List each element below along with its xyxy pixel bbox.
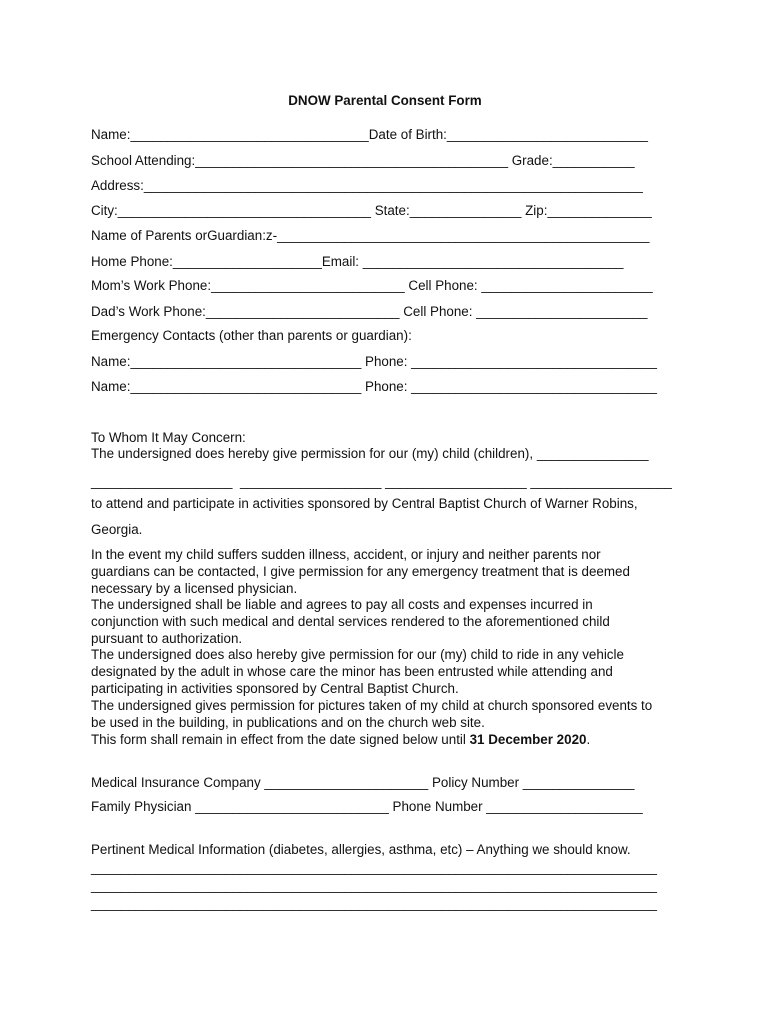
pertinent-medical-label: Pertinent Medical Information (diabetes, allergies, asthma, etc) – Anything we should know. bbox=[91, 842, 631, 857]
letter-line: The undersigned shall be liable and agrees to pay all costs and expenses incurred in bbox=[91, 597, 593, 612]
dad-phone-field[interactable]: Dad’s Work Phone:__________________________ Cell Phone: _______________________ bbox=[91, 304, 648, 319]
home-email-field[interactable]: Home Phone:____________________Email: ___________________________________ bbox=[91, 254, 624, 269]
letter-line: The undersigned does also hereby give permission for our (my) child to ride in any vehicle bbox=[91, 647, 624, 662]
medical-info-line[interactable]: ____________________________________________________________________________ bbox=[91, 878, 657, 893]
emergency-heading: Emergency Contacts (other than parents or guardian): bbox=[91, 328, 412, 343]
letter-line: to attend and participate in activities sponsored by Central Baptist Church of Warner Robins, bbox=[91, 496, 638, 511]
insurance-policy-field[interactable]: Medical Insurance Company ______________________ Policy Number _______________ bbox=[91, 775, 635, 790]
school-grade-field[interactable]: School Attending:__________________________________________ Grade:___________ bbox=[91, 153, 635, 168]
children-names-field[interactable]: ___________________ ___________________ ___________________ ___________________ bbox=[91, 474, 672, 489]
parents-guardian-field[interactable]: Name of Parents orGuardian:z-__________________________________________________ bbox=[91, 228, 650, 243]
letter-line: necessary by a licensed physician. bbox=[91, 581, 298, 596]
effective-text: This form shall remain in effect from the date signed below until bbox=[91, 732, 470, 747]
salutation: To Whom It May Concern: bbox=[91, 430, 246, 445]
emergency-contact-1[interactable]: Name:_______________________________ Phone: _________________________________ bbox=[91, 354, 657, 369]
form-title: DNOW Parental Consent Form bbox=[288, 93, 482, 108]
letter-line: In the event my child suffers sudden illness, accident, or injury and neither parents nor bbox=[91, 547, 601, 562]
physician-phone-field[interactable]: Family Physician __________________________ Phone Number _____________________ bbox=[91, 799, 643, 814]
letter-line[interactable]: The undersigned does hereby give permission for our (my) child (children), _______________ bbox=[91, 446, 649, 461]
medical-info-line[interactable]: ____________________________________________________________________________ bbox=[91, 896, 657, 911]
city-state-zip-field[interactable]: City:__________________________________ State:_______________ Zip:______________ bbox=[91, 203, 652, 218]
letter-line: be used in the building, in publications and on the church web site. bbox=[91, 715, 485, 730]
letter-line: designated by the adult in whose care the minor has been entrusted while attending and bbox=[91, 664, 613, 679]
letter-line: participating in activities sponsored by Central Baptist Church. bbox=[91, 681, 459, 696]
period: . bbox=[586, 732, 591, 747]
emergency-contact-2[interactable]: Name:_______________________________ Phone: _________________________________ bbox=[91, 379, 657, 394]
letter-line: guardians can be contacted, I give permission for any emergency treatment that is deemed bbox=[91, 564, 630, 579]
name-dob-field[interactable]: Name:________________________________Date of Birth:___________________________ bbox=[91, 127, 648, 142]
effective-date: 31 December 2020 bbox=[469, 732, 587, 747]
medical-info-line[interactable]: ____________________________________________________________________________ bbox=[91, 860, 657, 875]
address-field[interactable]: Address:___________________________________________________________________ bbox=[91, 178, 643, 193]
letter-line bbox=[91, 732, 590, 748]
letter-line: Georgia. bbox=[91, 522, 143, 537]
letter-line: conjunction with such medical and dental services rendered to the aforementioned child bbox=[91, 614, 610, 629]
letter-line: The undersigned gives permission for pictures taken of my child at church sponsored events to bbox=[91, 698, 653, 713]
mom-phone-field[interactable]: Mom’s Work Phone:__________________________ Cell Phone: _______________________ bbox=[91, 278, 653, 293]
letter-line: pursuant to authorization. bbox=[91, 631, 243, 646]
